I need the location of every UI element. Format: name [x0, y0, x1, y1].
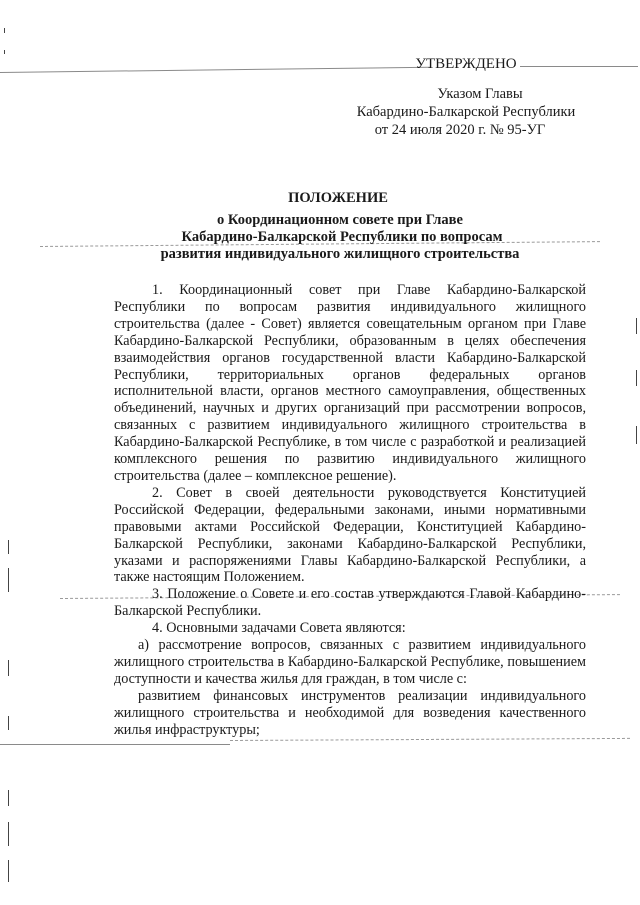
scan-line — [520, 66, 638, 67]
scan-line — [0, 744, 230, 745]
paragraph-3: 3. Положение о Совете и его состав утверждаются Главой Кабардино-Балкарской Республики. — [114, 586, 586, 620]
scan-edge-mark — [8, 860, 9, 882]
scan-edge-mark — [8, 790, 9, 806]
paragraph-2: 2. Совет в своей деятельности руководствуется Конституцией Российской Федерации, федеральными законами, иными нормативными правовыми актами Российской Федерации, Конституцией Кабардино-Балкарской Республики, законами Кабардино-Балкарской Республики, указами и распоряжениями Главы Кабардино-Балкарской Республики, а также настоящим Положением. — [114, 484, 586, 586]
document-subtitle-line-1: о Координационном совете при Главе — [217, 212, 463, 228]
document-subtitle-line-2: Кабардино-Балкарской Республики по вопросам — [181, 229, 503, 245]
document-body — [114, 282, 586, 738]
scan-edge-mark — [8, 822, 9, 846]
scan-edge-mark — [4, 50, 5, 54]
document-subtitle-line-3: развития индивидуального жилищного строительства — [160, 246, 520, 262]
paragraph-4a-item-1: развитием финансовых инструментов реализации индивидуального жилищного строительства и необходимой для возведения качественного жилья инфраструктуры; — [114, 687, 586, 738]
scan-edge-mark — [636, 318, 637, 334]
approval-line-1: Указом Главы — [437, 86, 523, 102]
paragraph-4a: а) рассмотрение вопросов, связанных с развитием индивидуального жилищного строительства в Кабардино-Балкарской Республике, повышением доступности и качества жилья для граждан, в том числе с: — [114, 637, 586, 687]
scan-edge-mark — [8, 568, 9, 592]
approval-line-2: Кабардино-Балкарской Республики — [356, 104, 576, 120]
scan-edge-mark — [8, 716, 9, 730]
scan-edge-mark — [636, 426, 637, 444]
scan-line — [0, 67, 430, 73]
scan-edge-mark — [4, 28, 5, 33]
paragraph-1: 1. Координационный совет при Главе Кабардино-Балкарской Республики по вопросам развития индивидуального жилищного строительства (далее - Совет) является совещательным органом при Главе Кабардино-Балкарской Республики, образованным в целях обеспечения взаимодействия органов государственной власти Кабардино-Балкарской Республики, территориальных органов федеральных органов исполнительной власти, органов местного самоуправления, общественных объединений, научных и других организаций при рассмотрении вопросов, связанных с развитием индивидуального жилищного строительства в Кабардино-Балкарской Республике, в том числе с разработкой и реализацией комплексного решения по развитию индивидуального жилищного строительства (далее – комплексное решение). — [114, 282, 586, 484]
document-title: ПОЛОЖЕНИЕ — [288, 190, 388, 206]
paragraph-4: 4. Основными задачами Совета являются: — [152, 620, 406, 637]
approval-heading: УТВЕРЖДЕНО — [415, 56, 517, 72]
scan-edge-mark — [636, 370, 637, 386]
approval-line-3: от 24 июля 2020 г. № 95-УГ — [374, 122, 546, 138]
scan-edge-mark — [8, 540, 9, 554]
scan-edge-mark — [8, 660, 9, 676]
